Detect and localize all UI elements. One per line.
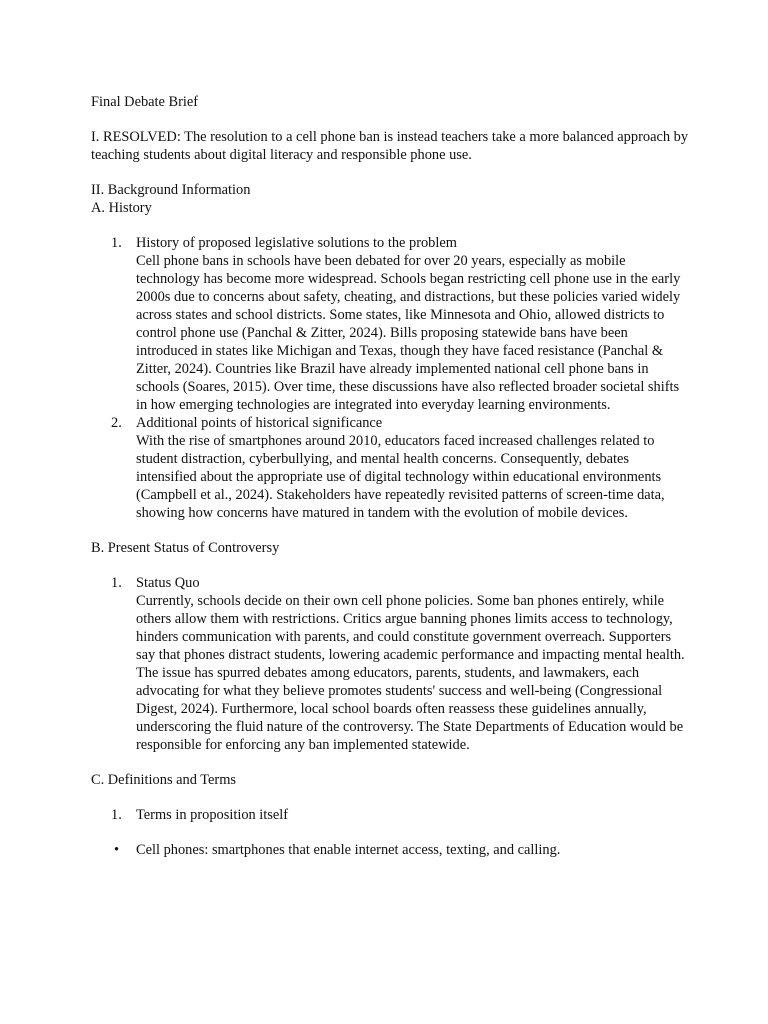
history-list bbox=[91, 234, 691, 522]
bullet-icon: • bbox=[114, 842, 120, 858]
document-title: Final Debate Brief bbox=[91, 94, 199, 110]
list-item-text: Cell phone bans in schools have been debated for over 20 years, especially as mobile technology has become more widespread. Schools began restricting cell phone use in the early 2000s due to concerns about safety, cheating, and distractions, but these policies varied widely across states and school districts. Some states, like Minnesota and Ohio, allowed districts to control phone use (Panchal & Zitter, 2024). Bills proposing statewide bans have been introduced in states like Michigan and Texas, though they have faced resistance (Panchal & Zitter, 2024). Countries like Brazil have already implemented national cell phone bans in schools (Soares, 2015). Over time, these discussions have also reflected broader societal shifts in how emerging technologies are integrated into everyday learning environments. bbox=[136, 253, 681, 413]
background-heading: II. Background Information bbox=[91, 182, 251, 198]
list-item bbox=[91, 574, 691, 754]
definitions-list bbox=[91, 806, 691, 824]
list-item-number: 2. bbox=[111, 415, 122, 431]
list-item bbox=[91, 234, 691, 414]
list-item-title: Terms in proposition itself bbox=[136, 807, 289, 823]
list-item bbox=[91, 806, 691, 824]
present-status-list bbox=[91, 574, 691, 754]
list-item-number: 1. bbox=[111, 575, 122, 591]
list-item-number: 1. bbox=[111, 807, 122, 823]
history-heading: A. History bbox=[91, 200, 152, 216]
list-item-number: 1. bbox=[111, 235, 122, 251]
list-item-title: History of proposed legislative solutions to the problem bbox=[136, 235, 457, 251]
bullet-item bbox=[91, 841, 691, 859]
definitions-heading: C. Definitions and Terms bbox=[91, 772, 237, 788]
list-item-title: Status Quo bbox=[136, 575, 200, 591]
list-item-text: Currently, schools decide on their own cell phone policies. Some ban phones entirely, while others allow them with restrictions. Critics argue banning phones limits access to technology, hinders communication with parents, and could constitute government overreach. Supporters say that phones distract students, lowering academic performance and impacting mental health. The issue has spurred debates among educators, parents, students, and lawmakers, each advocating for what they believe promotes students' success and well-being (Congressional Digest, 2024). Furthermore, local school boards often reassess these guidelines annually, underscoring the fluid nature of the controversy. The State Departments of Education would be responsible for enforcing any ban implemented statewide. bbox=[136, 593, 685, 753]
list-item-title: Additional points of historical significance bbox=[136, 415, 383, 431]
present-status-heading: B. Present Status of Controversy bbox=[91, 540, 280, 556]
resolved-statement: I. RESOLVED: The resolution to a cell phone ban is instead teachers take a more balanced approach by teaching students about digital literacy and responsible phone use. bbox=[91, 129, 689, 163]
definitions-bullets bbox=[91, 841, 691, 859]
list-item-text: With the rise of smartphones around 2010, educators faced increased challenges related to student distraction, cyberbullying, and mental health concerns. Consequently, debates intensified about the appropriate use of digital technology within educational environments (Campbell et al., 2024). Stakeholders have repeatedly revisited patterns of screen-time data, showing how concerns have matured in tandem with the evolution of mobile devices. bbox=[136, 433, 665, 521]
list-item bbox=[91, 414, 691, 522]
bullet-text: Cell phones: smartphones that enable internet access, texting, and calling. bbox=[136, 842, 561, 858]
document-page bbox=[91, 93, 691, 859]
